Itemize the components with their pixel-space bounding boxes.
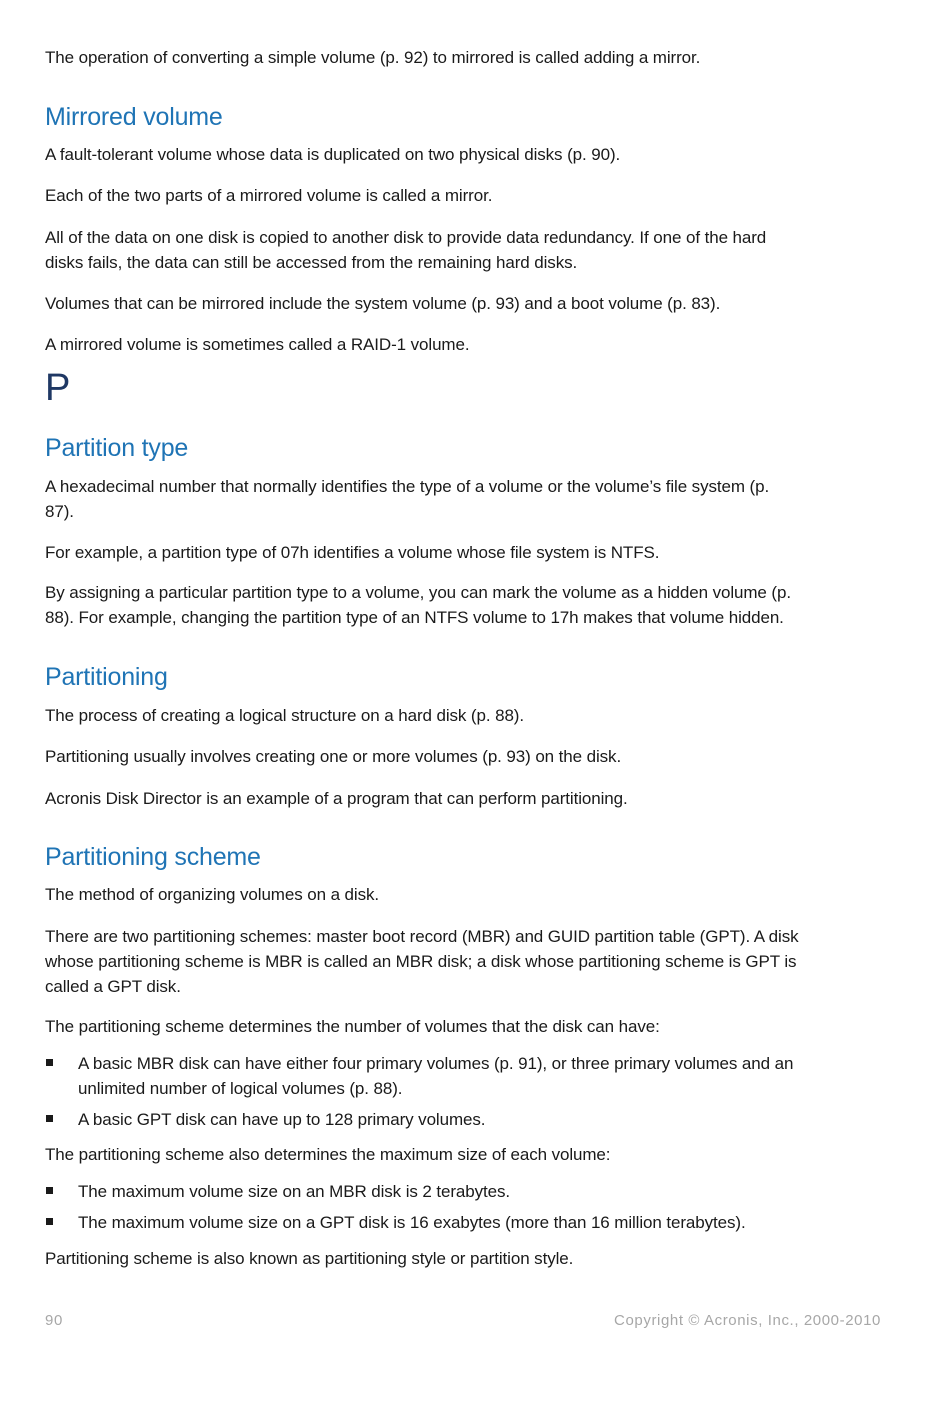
mirrored-paragraph-3-line-2: disks fails, the data can still be accessed from the remaining hard disks.	[45, 253, 578, 272]
list-item-text: The maximum volume size on an MBR disk is 2 terabytes.	[78, 1182, 511, 1201]
heading-partition-type: Partition type	[45, 434, 189, 462]
copyright-notice: Copyright © Acronis, Inc., 2000-2010	[614, 1312, 881, 1329]
mirrored-paragraph-3	[45, 225, 766, 275]
partition-type-paragraph-3-line-1: By assigning a particular partition type to a volume, you can mark the volume as a hidden volume (p.	[45, 583, 791, 602]
list-item	[45, 1107, 890, 1132]
scheme-paragraph-2-line-3: called a GPT disk.	[45, 977, 181, 996]
scheme-paragraph-1: The method of organizing volumes on a disk.	[45, 885, 379, 904]
volume-size-list	[45, 1179, 890, 1235]
mirrored-paragraph-3-line-1: All of the data on one disk is copied to another disk to provide data redundancy. If one of the hard	[45, 228, 767, 247]
section-letter: P	[45, 367, 71, 409]
partitioning-paragraph-2: Partitioning usually involves creating one or more volumes (p. 93) on the disk.	[45, 747, 622, 766]
bullet-square-icon	[46, 1187, 53, 1194]
mirrored-paragraph-1: A fault-tolerant volume whose data is duplicated on two physical disks (p. 90).	[45, 145, 621, 164]
list-item	[45, 1210, 890, 1235]
heading-mirrored-volume: Mirrored volume	[45, 103, 223, 131]
bullet-square-icon	[46, 1115, 53, 1122]
heading-partitioning-scheme: Partitioning scheme	[45, 843, 261, 871]
scheme-paragraph-2	[45, 924, 799, 999]
scheme-paragraph-3: The partitioning scheme determines the number of volumes that the disk can have:	[45, 1017, 660, 1036]
intro-paragraph: The operation of converting a simple volume (p. 92) to mirrored is called adding a mirror.	[45, 48, 701, 67]
partition-type-paragraph-1	[45, 474, 769, 524]
partitioning-paragraph-1: The process of creating a logical structure on a hard disk (p. 88).	[45, 706, 524, 725]
heading-partitioning: Partitioning	[45, 663, 168, 691]
partition-type-paragraph-1-line-2: 87).	[45, 502, 74, 521]
list-item-text: A basic GPT disk can have up to 128 primary volumes.	[78, 1110, 486, 1129]
partition-type-paragraph-1-line-1: A hexadecimal number that normally identifies the type of a volume or the volume’s file system (p.	[45, 477, 770, 496]
list-item-line-1: A basic MBR disk can have either four primary volumes (p. 91), or three primary volumes and an	[78, 1054, 794, 1073]
scheme-paragraph-2-line-1: There are two partitioning schemes: master boot record (MBR) and GUID partition table (GPT). A disk	[45, 927, 799, 946]
list-item	[45, 1179, 890, 1204]
partition-type-paragraph-3-line-2: 88). For example, changing the partition type of an NTFS volume to 17h makes that volume hidden.	[45, 608, 784, 627]
mirrored-paragraph-5: A mirrored volume is sometimes called a RAID-1 volume.	[45, 335, 470, 354]
volume-count-list	[45, 1051, 890, 1132]
partitioning-paragraph-3: Acronis Disk Director is an example of a program that can perform partitioning.	[45, 789, 628, 808]
mirrored-paragraph-4: Volumes that can be mirrored include the system volume (p. 93) and a boot volume (p. 83).	[45, 294, 721, 313]
partition-type-paragraph-3	[45, 580, 791, 630]
scheme-paragraph-5: Partitioning scheme is also known as partitioning style or partition style.	[45, 1249, 574, 1268]
scheme-paragraph-4: The partitioning scheme also determines the maximum size of each volume:	[45, 1145, 611, 1164]
bullet-square-icon	[46, 1218, 53, 1225]
list-item-text: The maximum volume size on a GPT disk is 16 exabytes (more than 16 million terabytes).	[78, 1213, 746, 1232]
partition-type-paragraph-2: For example, a partition type of 07h identifies a volume whose file system is NTFS.	[45, 543, 660, 562]
bullet-square-icon	[46, 1059, 53, 1066]
list-item-line-2: unlimited number of logical volumes (p. 88).	[78, 1079, 403, 1098]
list-item	[45, 1051, 890, 1101]
mirrored-paragraph-2: Each of the two parts of a mirrored volume is called a mirror.	[45, 186, 493, 205]
scheme-paragraph-2-line-2: whose partitioning scheme is MBR is called an MBR disk; a disk whose partitioning scheme is GPT is	[45, 952, 797, 971]
page-number: 90	[45, 1312, 63, 1329]
